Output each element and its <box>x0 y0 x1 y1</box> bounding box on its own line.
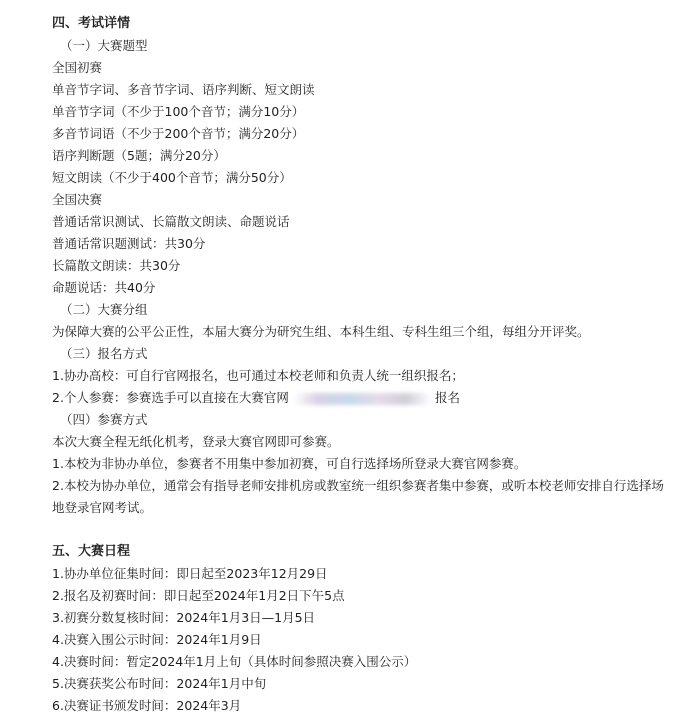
schedule-item: 4.决赛入围公示时间：2024年1月9日 <box>52 632 262 647</box>
text-line: 语序判断题（5题；满分20分） <box>52 148 226 163</box>
text-line: 单音节字词、多音节字词、语序判断、短文朗读 <box>52 82 315 97</box>
subheading-registration: （三）报名方式 <box>60 346 148 361</box>
text-line: 短文朗读（不少于400个音节；满分50分） <box>52 170 292 185</box>
text-line: 全国初赛 <box>52 60 103 75</box>
schedule-item: 4.决赛时间：暂定2024年1月上旬（具体时间参照决赛入围公示） <box>52 654 417 669</box>
schedule-item: 1.协办单位征集时间：即日起至2023年12月29日 <box>52 566 328 581</box>
section-heading-exam-details: 四、考试详情 <box>52 16 131 31</box>
text-line: 命题说话：共40分 <box>52 280 156 295</box>
text-line: 普通话常识测试、长篇散文朗读、命题说话 <box>52 214 290 229</box>
text-line: 普通话常识题测试：共30分 <box>52 236 206 251</box>
redaction-blur <box>293 393 431 405</box>
schedule-item: 2.报名及初赛时间：即日起至2024年1月2日下午5点 <box>52 588 345 603</box>
subheading-participation: （四）参赛方式 <box>60 412 148 427</box>
text-fragment: 报名 <box>434 390 460 405</box>
text-line: 单音节字词（不少于100个音节；满分10分） <box>52 104 305 119</box>
schedule-item: 5.决赛获奖公布时间：2024年1月中旬 <box>52 676 267 691</box>
text-line: 多音节词语（不少于200个音节；满分20分） <box>52 126 305 141</box>
spacer <box>52 519 673 541</box>
text-line: 为保障大赛的公平公正性，本届大赛分为研究生组、本科生组、专科生组三个组，每组分开评奖。 <box>52 324 590 339</box>
text-line-redacted <box>52 387 673 409</box>
subheading-grouping: （二）大赛分组 <box>60 302 148 317</box>
text-fragment: 2.个人参赛：参赛选手可以直接在大赛官网 <box>52 390 289 405</box>
text-line: 1.协办高校：可自行官网报名，也可通过本校老师和负责人统一组织报名； <box>52 368 464 383</box>
section-heading-schedule: 五、大赛日程 <box>52 544 131 559</box>
text-line: 1.本校为非协办单位，参赛者不用集中参加初赛，可自行选择场所登录大赛官网参赛。 <box>52 456 527 471</box>
text-line: 长篇散文朗读：共30分 <box>52 258 181 273</box>
schedule-item: 6.决赛证书颁发时间：2024年3月 <box>52 698 242 713</box>
text-line: 本次大赛全程无纸化机考，登录大赛官网即可参赛。 <box>52 434 340 449</box>
subheading-question-types: （一）大赛题型 <box>60 38 148 53</box>
schedule-item: 3.初赛分数复核时间：2024年1月3日—1月5日 <box>52 610 316 625</box>
text-line-wrapped: 2.本校为协办单位，通常会有指导老师安排机房或教室统一组织参赛者集中参赛，或听本校老师安排自行选择场地登录官网考试。 <box>52 478 664 515</box>
text-line: 全国决赛 <box>52 192 103 207</box>
